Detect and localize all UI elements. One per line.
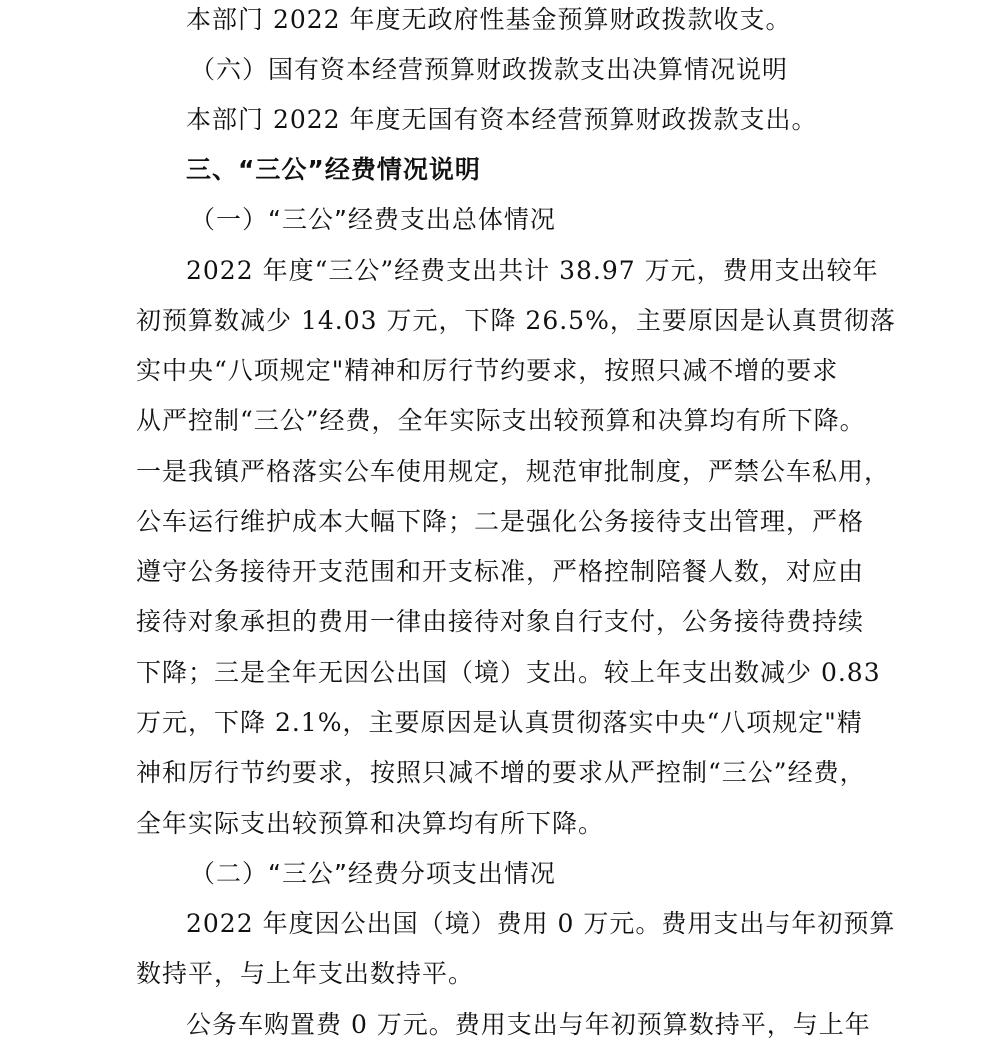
section-heading: 三、“三公”经费情况说明 (186, 155, 481, 184)
paragraph-line: 本部门 2022 年度无政府性基金预算财政拨款收支。 (186, 5, 792, 34)
section-subheading: （二）“三公”经费分项支出情况 (190, 859, 556, 888)
paragraph-line: 全年实际支出较预算和决算均有所下降。 (136, 809, 605, 838)
paragraph-line: 公务车购置费 0 万元。费用支出与年初预算数持平，与上年 (186, 1010, 871, 1039)
paragraph-line: 从严控制“三公”经费，全年实际支出较预算和决算均有所下降。 (136, 406, 866, 435)
paragraph-line: 下降；三是全年无因公出国（境）支出。较上年支出数减少 0.83 (136, 658, 881, 687)
paragraph-line: 实中央“八项规定"精神和厉行节约要求，按照只减不增的要求 (136, 356, 839, 385)
section-subheading: （六）国有资本经营预算财政拨款支出决算情况说明 (190, 55, 789, 84)
paragraph-line: 神和厉行节约要求，按照只减不增的要求从严控制“三公”经费， (136, 758, 866, 787)
paragraph-line: 遵守公务接待开支范围和开支标准，严格控制陪餐人数，对应由 (136, 557, 865, 586)
paragraph-line: 公车运行维护成本大幅下降；二是强化公务接待支出管理，严格 (136, 507, 865, 536)
paragraph-line: 2022 年度“三公”经费支出共计 38.97 万元，费用支出较年 (186, 256, 879, 285)
section-subheading: （一）“三公”经费支出总体情况 (190, 205, 556, 234)
paragraph-line: 接待对象承担的费用一律由接待对象自行支付，公务接待费持续 (136, 607, 865, 636)
paragraph-line: 本部门 2022 年度无国有资本经营预算财政拨款支出。 (186, 105, 818, 134)
paragraph-line: 初预算数减少 14.03 万元，下降 26.5%，主要原因是认真贯彻落 (136, 306, 896, 335)
paragraph-line: 一是我镇严格落实公车使用规定，规范审批制度，严禁公车私用， (136, 457, 891, 486)
paragraph-line: 2022 年度因公出国（境）费用 0 万元。费用支出与年初预算 (186, 909, 896, 938)
paragraph-line: 数持平，与上年支出数持平。 (136, 959, 475, 988)
paragraph-line: 万元，下降 2.1%，主要原因是认真贯彻落实中央“八项规定"精 (136, 708, 863, 737)
